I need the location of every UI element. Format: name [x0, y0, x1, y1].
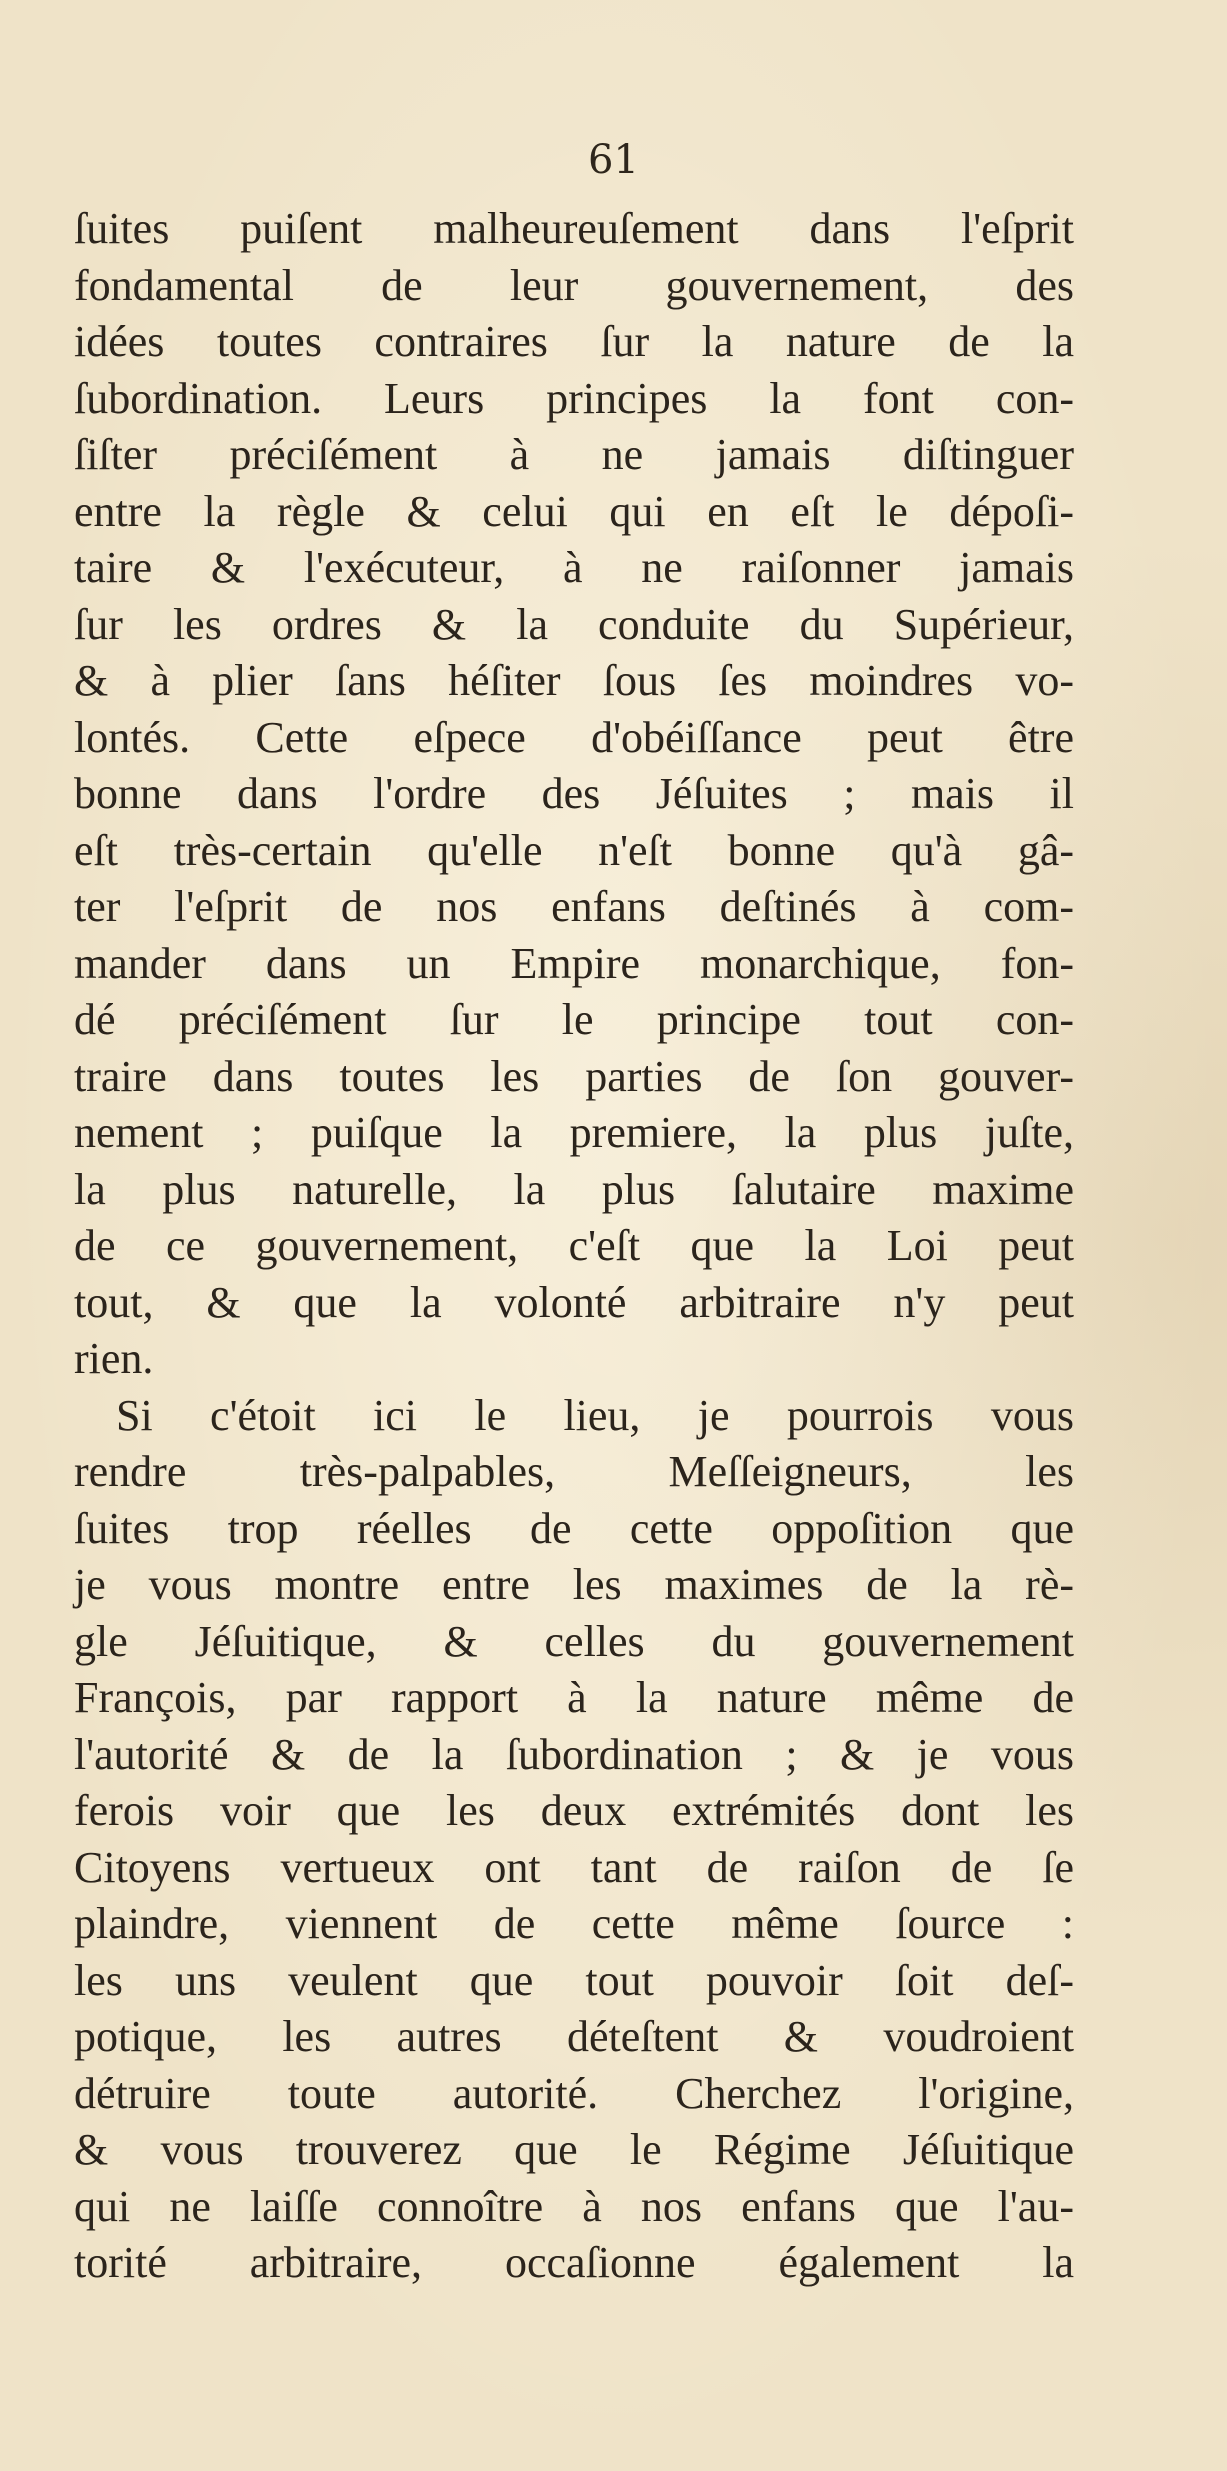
- text-line: traire dans toutes les parties de ſon gouver-: [74, 1051, 1074, 1101]
- text-line: idées toutes contraires ſur la nature de la: [74, 317, 1074, 366]
- text-line: ſiſter préciſément à ne jamais diſtinguer: [74, 430, 1074, 479]
- text-line: potique, les autres déteſtent & voudroient: [74, 2012, 1074, 2061]
- text-line: détruire toute autorité. Cherchez l'origine,: [74, 2068, 1074, 2118]
- page-number: 61: [588, 137, 639, 183]
- text-line: plaindre, viennent de cette même ſource :: [74, 1899, 1074, 1948]
- text-line: & vous trouverez que le Régime Jéſuitique: [74, 2125, 1074, 2174]
- text-line: les uns veulent que tout pouvoir ſoit deſ-: [74, 1955, 1074, 2005]
- text-line: ſuites puiſent malheureuſement dans l'eſprit: [74, 204, 1074, 253]
- text-line: qui ne laiſſe connoître à nos enfans que l'au-: [74, 2181, 1074, 2231]
- text-line: ter l'eſprit de nos enfans deſtinés à com-: [74, 882, 1074, 931]
- text-line: ferois voir que les deux extrémités dont les: [74, 1786, 1074, 1835]
- text-line: tout, & que la volonté arbitraire n'y peut: [74, 1277, 1074, 1327]
- text-line: gle Jéſuitique, & celles du gouvernement: [74, 1616, 1074, 1666]
- text-line: & à plier ſans héſiter ſous ſes moindres vo-: [74, 656, 1074, 705]
- text-line: ſur les ordres & la conduite du Supérieur,: [74, 599, 1074, 649]
- text-line: François, par rapport à la nature même de: [74, 1673, 1074, 1722]
- text-line: entre la règle & celui qui en eſt le dépoſi-: [74, 486, 1074, 536]
- text-line: dé préciſément ſur le principe tout con-: [74, 995, 1074, 1044]
- text-line: mander dans un Empire monarchique, fon-: [74, 938, 1074, 988]
- text-line: nement ; puiſque la premiere, la plus juſte,: [74, 1108, 1074, 1157]
- text-line: taire & l'exécuteur, à ne raiſonner jamais: [74, 543, 1074, 592]
- text-line: lontés. Cette eſpece d'obéiſſance peut être: [74, 712, 1074, 762]
- text-line: fondamental de leur gouvernement, des: [74, 260, 1074, 310]
- text-line: ſubordination. Leurs principes la font con-: [74, 373, 1074, 423]
- text-line: torité arbitraire, occaſionne également la: [74, 2238, 1074, 2287]
- text-line: Citoyens vertueux ont tant de raiſon de ſe: [74, 1842, 1074, 1892]
- text-line: rendre très-palpables, Meſſeigneurs, les: [74, 1447, 1074, 1496]
- text-line: la plus naturelle, la plus ſalutaire maxime: [74, 1164, 1074, 1214]
- text-line: je vous montre entre les maximes de la rè-: [74, 1560, 1074, 1609]
- body-text: [74, 201, 1074, 2292]
- text-line: bonne dans l'ordre des Jéſuites ; mais il: [74, 769, 1074, 818]
- text-line: l'autorité & de la ſubordination ; & je vous: [74, 1729, 1074, 1779]
- text-line: ſuites trop réelles de cette oppoſition que: [74, 1503, 1074, 1553]
- text-line: de ce gouvernement, c'eſt que la Loi peut: [74, 1221, 1074, 1270]
- text-line: rien.: [74, 1334, 154, 1383]
- text-line: eſt très-certain qu'elle n'eſt bonne qu'à gâ-: [74, 825, 1074, 875]
- text-line: Si c'étoit ici le lieu, je pourrois vous: [116, 1390, 1074, 1440]
